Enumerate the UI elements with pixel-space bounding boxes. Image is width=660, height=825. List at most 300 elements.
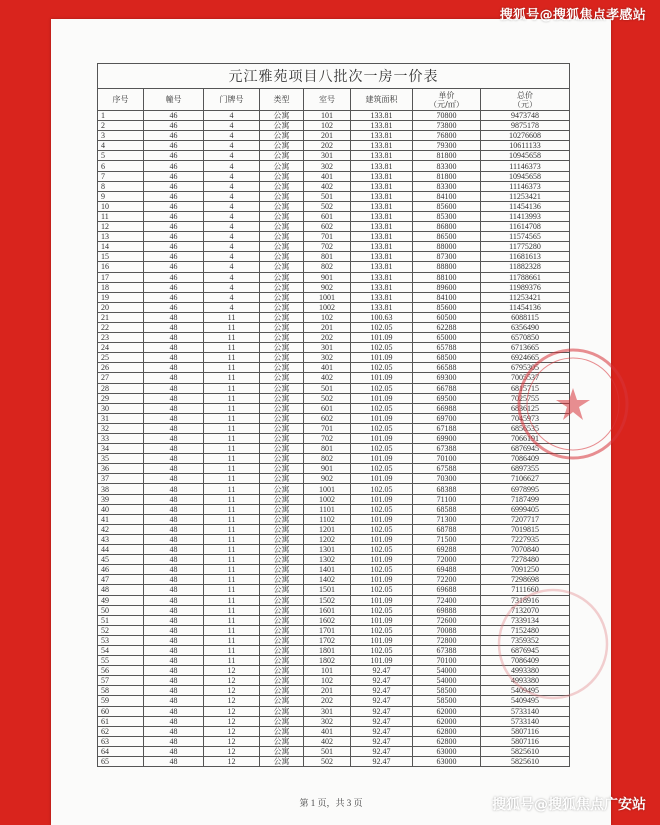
cell-total-price: 7005537 (481, 373, 570, 383)
cell-building: 48 (144, 494, 204, 504)
cell-room: 801 (304, 252, 351, 262)
cell-building: 48 (144, 555, 204, 565)
cell-type: 公寓 (260, 555, 304, 565)
cell-total-price: 5409495 (481, 696, 570, 706)
cell-type: 公寓 (260, 434, 304, 444)
cell-type: 公寓 (260, 706, 304, 716)
cell-room: 802 (304, 262, 351, 272)
cell-room: 102 (304, 121, 351, 131)
cell-total-price: 11614708 (481, 222, 570, 232)
cell-area: 92.47 (351, 706, 413, 716)
cell-seq: 61 (98, 716, 144, 726)
cell-building: 46 (144, 111, 204, 121)
cell-area: 101.09 (351, 656, 413, 666)
table-row (98, 333, 570, 343)
cell-total-price: 7298698 (481, 575, 570, 585)
cell-total-price: 10276608 (481, 131, 570, 141)
cell-total-price: 11574565 (481, 232, 570, 242)
cell-unit-price: 65000 (413, 333, 481, 343)
cell-total-price: 9875178 (481, 121, 570, 131)
cell-room: 1202 (304, 534, 351, 544)
table-row (98, 393, 570, 403)
cell-door: 11 (204, 635, 260, 645)
cell-type: 公寓 (260, 171, 304, 181)
cell-seq: 27 (98, 373, 144, 383)
cell-building: 46 (144, 252, 204, 262)
cell-door: 4 (204, 141, 260, 151)
cell-room: 1702 (304, 635, 351, 645)
cell-room: 1401 (304, 565, 351, 575)
cell-area: 133.81 (351, 141, 413, 151)
cell-unit-price: 58500 (413, 686, 481, 696)
table-title: 元江雅苑项目八批次一房一价表 (98, 64, 570, 89)
cell-building: 48 (144, 403, 204, 413)
cell-type: 公寓 (260, 676, 304, 686)
cell-area: 101.09 (351, 494, 413, 504)
cell-total-price: 6795305 (481, 363, 570, 373)
cell-area: 101.09 (351, 454, 413, 464)
cell-seq: 6 (98, 161, 144, 171)
cell-type: 公寓 (260, 211, 304, 221)
cell-door: 12 (204, 736, 260, 746)
cell-area: 92.47 (351, 676, 413, 686)
cell-room: 701 (304, 423, 351, 433)
cell-area: 101.09 (351, 615, 413, 625)
cell-area: 102.05 (351, 645, 413, 655)
cell-door: 11 (204, 393, 260, 403)
table-row (98, 151, 570, 161)
cell-room: 201 (304, 686, 351, 696)
cell-type: 公寓 (260, 272, 304, 282)
cell-building: 48 (144, 413, 204, 423)
cell-door: 11 (204, 312, 260, 322)
cell-seq: 54 (98, 645, 144, 655)
cell-building: 48 (144, 686, 204, 696)
table-row (98, 464, 570, 474)
table-row (98, 161, 570, 171)
cell-seq: 52 (98, 625, 144, 635)
cell-area: 92.47 (351, 746, 413, 756)
cell-total-price: 4993380 (481, 676, 570, 686)
cell-unit-price: 68588 (413, 504, 481, 514)
cell-building: 48 (144, 393, 204, 403)
cell-door: 12 (204, 726, 260, 736)
cell-seq: 55 (98, 656, 144, 666)
cell-unit-price: 72600 (413, 615, 481, 625)
cell-door: 4 (204, 232, 260, 242)
cell-unit-price: 79300 (413, 141, 481, 151)
cell-building: 48 (144, 585, 204, 595)
cell-area: 102.05 (351, 585, 413, 595)
cell-type: 公寓 (260, 302, 304, 312)
table-row (98, 363, 570, 373)
header-building: 幢号 (144, 89, 204, 111)
cell-room: 101 (304, 666, 351, 676)
cell-room: 101 (304, 111, 351, 121)
cell-door: 11 (204, 434, 260, 444)
cell-type: 公寓 (260, 383, 304, 393)
cell-door: 11 (204, 464, 260, 474)
cell-room: 702 (304, 242, 351, 252)
cell-type: 公寓 (260, 464, 304, 474)
cell-type: 公寓 (260, 151, 304, 161)
cell-room: 402 (304, 373, 351, 383)
cell-seq: 1 (98, 111, 144, 121)
cell-room: 1602 (304, 615, 351, 625)
cell-total-price: 7086409 (481, 454, 570, 464)
cell-seq: 20 (98, 302, 144, 312)
cell-area: 102.05 (351, 423, 413, 433)
cell-area: 101.09 (351, 555, 413, 565)
cell-type: 公寓 (260, 201, 304, 211)
cell-seq: 5 (98, 151, 144, 161)
cell-door: 11 (204, 645, 260, 655)
cell-total-price: 11413993 (481, 211, 570, 221)
cell-building: 46 (144, 272, 204, 282)
cell-building: 48 (144, 524, 204, 534)
cell-room: 602 (304, 222, 351, 232)
cell-building: 48 (144, 514, 204, 524)
cell-seq: 19 (98, 292, 144, 302)
cell-door: 4 (204, 191, 260, 201)
cell-seq: 15 (98, 252, 144, 262)
cell-area: 101.09 (351, 635, 413, 645)
cell-area: 133.81 (351, 282, 413, 292)
cell-total-price: 11882328 (481, 262, 570, 272)
cell-seq: 60 (98, 706, 144, 716)
cell-type: 公寓 (260, 111, 304, 121)
cell-building: 46 (144, 141, 204, 151)
cell-door: 4 (204, 181, 260, 191)
cell-building: 48 (144, 635, 204, 645)
header-door: 门牌号 (204, 89, 260, 111)
cell-area: 102.05 (351, 484, 413, 494)
cell-unit-price: 62000 (413, 716, 481, 726)
table-row (98, 121, 570, 131)
cell-room: 501 (304, 191, 351, 201)
cell-area: 133.81 (351, 211, 413, 221)
cell-building: 48 (144, 423, 204, 433)
cell-building: 48 (144, 373, 204, 383)
cell-total-price: 7152480 (481, 625, 570, 635)
cell-building: 46 (144, 232, 204, 242)
cell-type: 公寓 (260, 454, 304, 464)
faint-seal-stamp (493, 584, 613, 704)
cell-type: 公寓 (260, 524, 304, 534)
cell-unit-price: 71300 (413, 514, 481, 524)
cell-area: 100.63 (351, 312, 413, 322)
cell-total-price: 11775280 (481, 242, 570, 252)
cell-unit-price: 89600 (413, 282, 481, 292)
cell-door: 4 (204, 131, 260, 141)
cell-unit-price: 83300 (413, 161, 481, 171)
cell-building: 48 (144, 322, 204, 332)
cell-door: 11 (204, 524, 260, 534)
cell-door: 11 (204, 585, 260, 595)
cell-building: 48 (144, 706, 204, 716)
cell-area: 133.81 (351, 181, 413, 191)
cell-building: 48 (144, 625, 204, 635)
cell-area: 133.81 (351, 252, 413, 262)
cell-building: 46 (144, 191, 204, 201)
cell-building: 46 (144, 181, 204, 191)
cell-type: 公寓 (260, 141, 304, 151)
table-row (98, 565, 570, 575)
cell-unit-price: 70100 (413, 656, 481, 666)
cell-door: 11 (204, 423, 260, 433)
cell-type: 公寓 (260, 131, 304, 141)
cell-total-price: 7086409 (481, 656, 570, 666)
cell-unit-price: 63000 (413, 757, 481, 767)
cell-building: 46 (144, 262, 204, 272)
cell-area: 102.05 (351, 403, 413, 413)
cell-type: 公寓 (260, 565, 304, 575)
cell-total-price: 6856535 (481, 423, 570, 433)
cell-type: 公寓 (260, 191, 304, 201)
cell-seq: 24 (98, 343, 144, 353)
cell-door: 4 (204, 262, 260, 272)
cell-unit-price: 60500 (413, 312, 481, 322)
cell-door: 11 (204, 333, 260, 343)
cell-type: 公寓 (260, 666, 304, 676)
cell-area: 101.09 (351, 474, 413, 484)
cell-room: 502 (304, 393, 351, 403)
cell-type: 公寓 (260, 121, 304, 131)
cell-total-price: 6978995 (481, 484, 570, 494)
cell-total-price: 7278480 (481, 555, 570, 565)
cell-type: 公寓 (260, 333, 304, 343)
table-row (98, 726, 570, 736)
cell-seq: 23 (98, 333, 144, 343)
table-row (98, 373, 570, 383)
cell-door: 11 (204, 413, 260, 423)
cell-door: 11 (204, 322, 260, 332)
cell-unit-price: 62000 (413, 706, 481, 716)
table-row (98, 141, 570, 151)
cell-unit-price: 81800 (413, 171, 481, 181)
cell-building: 48 (144, 484, 204, 494)
cell-door: 4 (204, 121, 260, 131)
cell-area: 102.05 (351, 545, 413, 555)
cell-building: 46 (144, 131, 204, 141)
cell-total-price: 6815715 (481, 383, 570, 393)
header-area: 建筑面积 (351, 89, 413, 111)
cell-building: 48 (144, 676, 204, 686)
cell-seq: 34 (98, 444, 144, 454)
cell-total-price: 4993380 (481, 666, 570, 676)
cell-seq: 30 (98, 403, 144, 413)
cell-total-price: 11253421 (481, 191, 570, 201)
cell-total-price: 5807116 (481, 726, 570, 736)
cell-room: 302 (304, 716, 351, 726)
cell-room: 1801 (304, 645, 351, 655)
cell-area: 102.05 (351, 343, 413, 353)
cell-total-price: 7207717 (481, 514, 570, 524)
cell-unit-price: 54000 (413, 666, 481, 676)
cell-building: 48 (144, 454, 204, 464)
cell-seq: 32 (98, 423, 144, 433)
cell-seq: 21 (98, 312, 144, 322)
cell-type: 公寓 (260, 635, 304, 645)
cell-room: 1302 (304, 555, 351, 565)
cell-total-price: 6836125 (481, 403, 570, 413)
cell-building: 48 (144, 666, 204, 676)
cell-building: 46 (144, 201, 204, 211)
table-row (98, 423, 570, 433)
table-row (98, 322, 570, 332)
cell-seq: 62 (98, 726, 144, 736)
cell-unit-price: 88800 (413, 262, 481, 272)
cell-building: 48 (144, 696, 204, 706)
cell-area: 102.05 (351, 464, 413, 474)
cell-type: 公寓 (260, 605, 304, 615)
cell-unit-price: 69488 (413, 565, 481, 575)
cell-unit-price: 81800 (413, 151, 481, 161)
cell-type: 公寓 (260, 242, 304, 252)
cell-total-price: 7187499 (481, 494, 570, 504)
cell-unit-price: 87300 (413, 252, 481, 262)
cell-room: 601 (304, 211, 351, 221)
table-row (98, 484, 570, 494)
cell-door: 4 (204, 242, 260, 252)
cell-seq: 13 (98, 232, 144, 242)
cell-area: 102.05 (351, 322, 413, 332)
cell-area: 92.47 (351, 686, 413, 696)
cell-room: 302 (304, 161, 351, 171)
cell-total-price: 7066191 (481, 434, 570, 444)
cell-unit-price: 72000 (413, 555, 481, 565)
cell-type: 公寓 (260, 716, 304, 726)
cell-door: 4 (204, 151, 260, 161)
cell-type: 公寓 (260, 494, 304, 504)
cell-unit-price: 69500 (413, 393, 481, 403)
cell-total-price: 11454136 (481, 302, 570, 312)
cell-area: 102.05 (351, 363, 413, 373)
cell-unit-price: 71100 (413, 494, 481, 504)
cell-type: 公寓 (260, 656, 304, 666)
cell-type: 公寓 (260, 696, 304, 706)
cell-area: 133.81 (351, 232, 413, 242)
table-row (98, 434, 570, 444)
cell-door: 12 (204, 757, 260, 767)
table-row (98, 252, 570, 262)
cell-area: 101.09 (351, 575, 413, 585)
cell-total-price: 7070840 (481, 545, 570, 555)
cell-room: 202 (304, 141, 351, 151)
cell-seq: 46 (98, 565, 144, 575)
cell-building: 48 (144, 353, 204, 363)
cell-building: 46 (144, 302, 204, 312)
cell-type: 公寓 (260, 615, 304, 625)
cell-total-price: 10945658 (481, 171, 570, 181)
cell-room: 401 (304, 171, 351, 181)
cell-room: 1301 (304, 545, 351, 555)
cell-type: 公寓 (260, 686, 304, 696)
cell-unit-price: 85300 (413, 211, 481, 221)
cell-door: 11 (204, 625, 260, 635)
cell-seq: 2 (98, 121, 144, 131)
cell-area: 101.09 (351, 353, 413, 363)
cell-building: 48 (144, 444, 204, 454)
cell-total-price: 5409495 (481, 686, 570, 696)
cell-door: 4 (204, 302, 260, 312)
cell-room: 502 (304, 201, 351, 211)
cell-building: 48 (144, 605, 204, 615)
cell-total-price: 7227935 (481, 534, 570, 544)
cell-unit-price: 70088 (413, 625, 481, 635)
table-row (98, 474, 570, 484)
cell-door: 11 (204, 454, 260, 464)
cell-seq: 57 (98, 676, 144, 686)
table-row (98, 716, 570, 726)
cell-room: 202 (304, 333, 351, 343)
cell-seq: 44 (98, 545, 144, 555)
cell-room: 902 (304, 282, 351, 292)
cell-building: 48 (144, 504, 204, 514)
cell-seq: 3 (98, 131, 144, 141)
cell-area: 102.05 (351, 625, 413, 635)
table-row (98, 353, 570, 363)
cell-area: 133.81 (351, 272, 413, 282)
cell-door: 12 (204, 686, 260, 696)
cell-room: 701 (304, 232, 351, 242)
cell-door: 11 (204, 343, 260, 353)
cell-unit-price: 62800 (413, 726, 481, 736)
cell-door: 11 (204, 534, 260, 544)
cell-total-price: 10945658 (481, 151, 570, 161)
table-row (98, 383, 570, 393)
cell-seq: 47 (98, 575, 144, 585)
cell-total-price: 11788661 (481, 272, 570, 282)
cell-room: 902 (304, 474, 351, 484)
cell-seq: 63 (98, 736, 144, 746)
table-row (98, 111, 570, 121)
cell-seq: 48 (98, 585, 144, 595)
cell-unit-price: 83300 (413, 181, 481, 191)
cell-total-price: 6876945 (481, 444, 570, 454)
cell-seq: 53 (98, 635, 144, 645)
cell-door: 11 (204, 575, 260, 585)
cell-seq: 31 (98, 413, 144, 423)
cell-area: 133.81 (351, 262, 413, 272)
cell-room: 1402 (304, 575, 351, 585)
cell-unit-price: 73800 (413, 121, 481, 131)
cell-unit-price: 86500 (413, 232, 481, 242)
cell-building: 48 (144, 333, 204, 343)
cell-seq: 11 (98, 211, 144, 221)
cell-door: 12 (204, 666, 260, 676)
cell-total-price: 7111660 (481, 585, 570, 595)
cell-seq: 25 (98, 353, 144, 363)
cell-door: 11 (204, 565, 260, 575)
cell-door: 11 (204, 383, 260, 393)
cell-area: 133.81 (351, 222, 413, 232)
cell-type: 公寓 (260, 757, 304, 767)
table-row (98, 181, 570, 191)
cell-building: 48 (144, 575, 204, 585)
cell-area: 133.81 (351, 242, 413, 252)
cell-room: 501 (304, 383, 351, 393)
cell-seq: 37 (98, 474, 144, 484)
cell-type: 公寓 (260, 585, 304, 595)
cell-room: 1102 (304, 514, 351, 524)
table-row (98, 706, 570, 716)
cell-room: 1002 (304, 302, 351, 312)
cell-area: 102.05 (351, 383, 413, 393)
cell-room: 602 (304, 413, 351, 423)
cell-total-price: 9473748 (481, 111, 570, 121)
cell-building: 48 (144, 312, 204, 322)
